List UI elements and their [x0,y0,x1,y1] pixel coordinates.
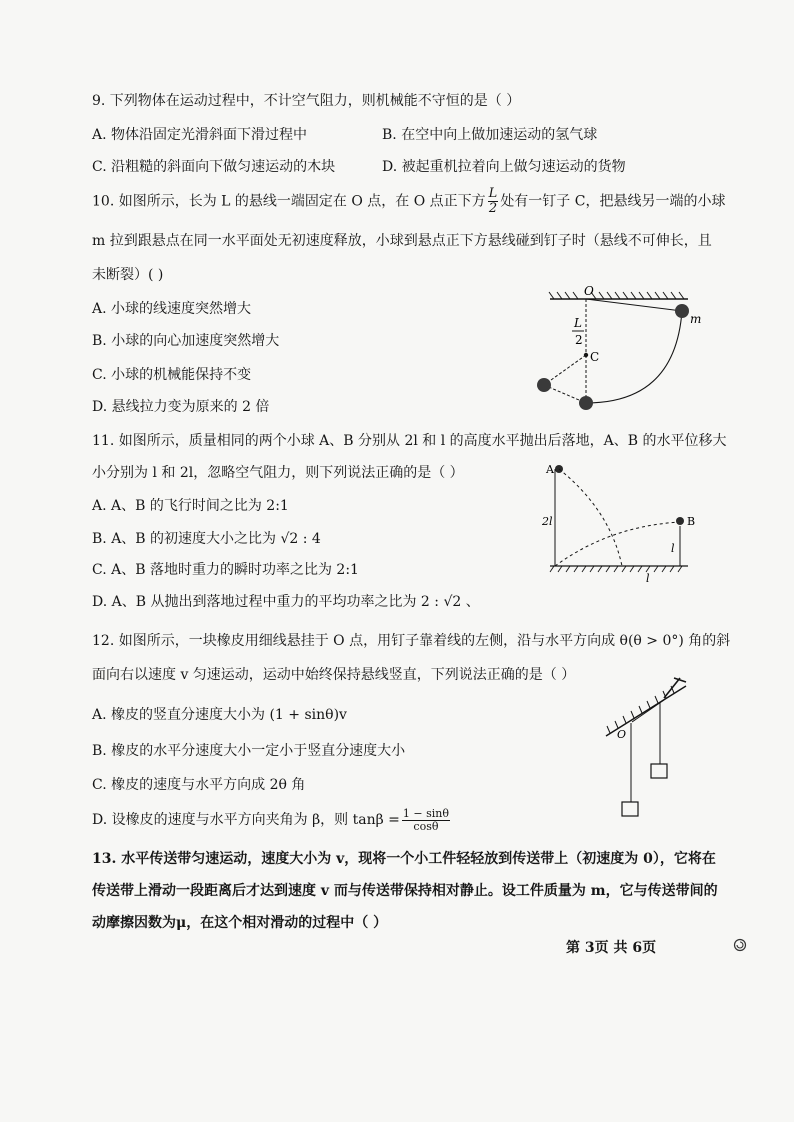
q11-option-d: D. A、B 从抛出到落地过程中重力的平均功率之比为 2 : √2 、 [92,594,480,610]
q11-label-2l: 2l [542,515,553,528]
q12-option-a: A. 橡皮的竖直分速度大小为 (1 + sinθ)v [92,707,347,723]
q12-frac-den: cosθ [413,819,439,833]
q10-ball-bottom [579,396,593,410]
q12-frac-num: 1 − sinθ [402,806,449,820]
q10-line2: m 拉到跟悬点在同一水平面处无初速度释放，小球到悬点正下方悬线碰到钉子时（悬线不可伸长，且 [92,233,712,249]
q10-label-m: m [690,312,702,326]
q13-line1: 13. 水平传送带匀速运动，速度大小为 v，现将一个小工件轻轻放到传送带上（初速度为 0），它将在 [92,851,716,867]
q12-option-b: B. 橡皮的水平分速度大小一定小于竖直分速度大小 [92,743,406,759]
q10-option-d: D. 悬线拉力变为原来的 2 倍 [92,399,270,415]
q10-option-a: A. 小球的线速度突然增大 [92,301,252,317]
q10-label-c: C [590,350,600,364]
q11-option-b: B. A、B 的初速度大小之比为 √2 : 4 [92,531,321,547]
q10-frac-num: L [488,186,498,201]
q10-ball-start [675,304,689,318]
q9-option-c: C. 沿粗糙的斜面向下做匀速运动的木块 [92,159,336,175]
q11-line1: 11. 如图所示，质量相同的两个小球 A、B 分别从 2l 和 l 的高度水平抛出后落地，A、B 的水平位移大 [92,433,727,449]
q12-fraction [402,808,450,833]
q10-option-c: C. 小球的机械能保持不变 [92,367,252,383]
spiral-mark-icon [733,938,747,952]
q12-option-d-text: D. 设橡皮的速度与水平方向夹角为 β，则 tanβ = [92,812,400,828]
q10-label-2: 2 [575,333,583,347]
q10-fraction [488,187,499,216]
q11-label-l-right: l [671,542,675,555]
q10-frac-den: 2 [488,201,498,216]
q12-eraser-start [622,802,638,816]
q11-line2: 小分别为 l 和 2l，忽略空气阻力，则下列说法正确的是（ ） [92,465,464,481]
q10-pendulum-figure [540,285,720,420]
q10-label-l: L [574,316,582,330]
q12-line2: 面向右以速度 v 匀速运动，运动中始终保持悬线竖直，下列说法正确的是（ ） [92,667,576,683]
q12-line1: 12. 如图所示，一块橡皮用细线悬挂于 O 点，用钉子靠着线的左侧，沿与水平方向成 θ(θ > 0°) 角的斜 [92,633,731,649]
q10-line3: 未断裂）( ) [92,267,164,283]
q9-option-b: B. 在空中向上做加速运动的氢气球 [382,127,598,143]
q12-eraser-end [651,764,667,778]
q9-option-d: D. 被起重机拉着向上做匀速运动的货物 [382,159,626,175]
q10-option-b: B. 小球的向心加速度突然增大 [92,333,280,349]
q13-line3: 动摩擦因数为μ，在这个相对滑动的过程中（ ） [92,915,388,931]
q12-label-o: O [617,728,627,741]
q10-stem-post: 处有一钉子 C，把悬线另一端的小球 [500,193,726,210]
q11-ball-b [676,517,684,525]
q11-label-b: B [687,515,696,528]
q11-projectile-figure [540,460,700,585]
q10-stem-pre: 10. 如图所示，长为 L 的悬线一端固定在 O 点，在 O 点正下方 [92,193,486,210]
q11-label-l-bottom: l [646,572,650,585]
q11-option-c: C. A、B 落地时重力的瞬时功率之比为 2:1 [92,562,359,578]
q10-label-o: O [584,284,594,298]
q13-line2: 传送带上滑动一段距离后才达到速度 v 而与传送带保持相对静止。设工件质量为 m，它与传送带间的 [92,883,718,899]
page-number: 第 3页 共 6页 [566,940,657,956]
q9-stem: 9. 下列物体在运动过程中，不计空气阻力，则机械能不守恒的是（ ） [92,93,521,109]
q12-incline-figure [600,676,710,826]
q11-label-a: A [546,463,554,476]
q10-stem [92,187,725,216]
q11-option-a: A. A、B 的飞行时间之比为 2:1 [92,498,289,514]
q12-option-c: C. 橡皮的速度与水平方向成 2θ 角 [92,777,306,793]
q12-option-d [92,806,452,834]
q10-ball-left [537,378,551,392]
q9-option-a: A. 物体沿固定光滑斜面下滑过程中 [92,127,308,143]
